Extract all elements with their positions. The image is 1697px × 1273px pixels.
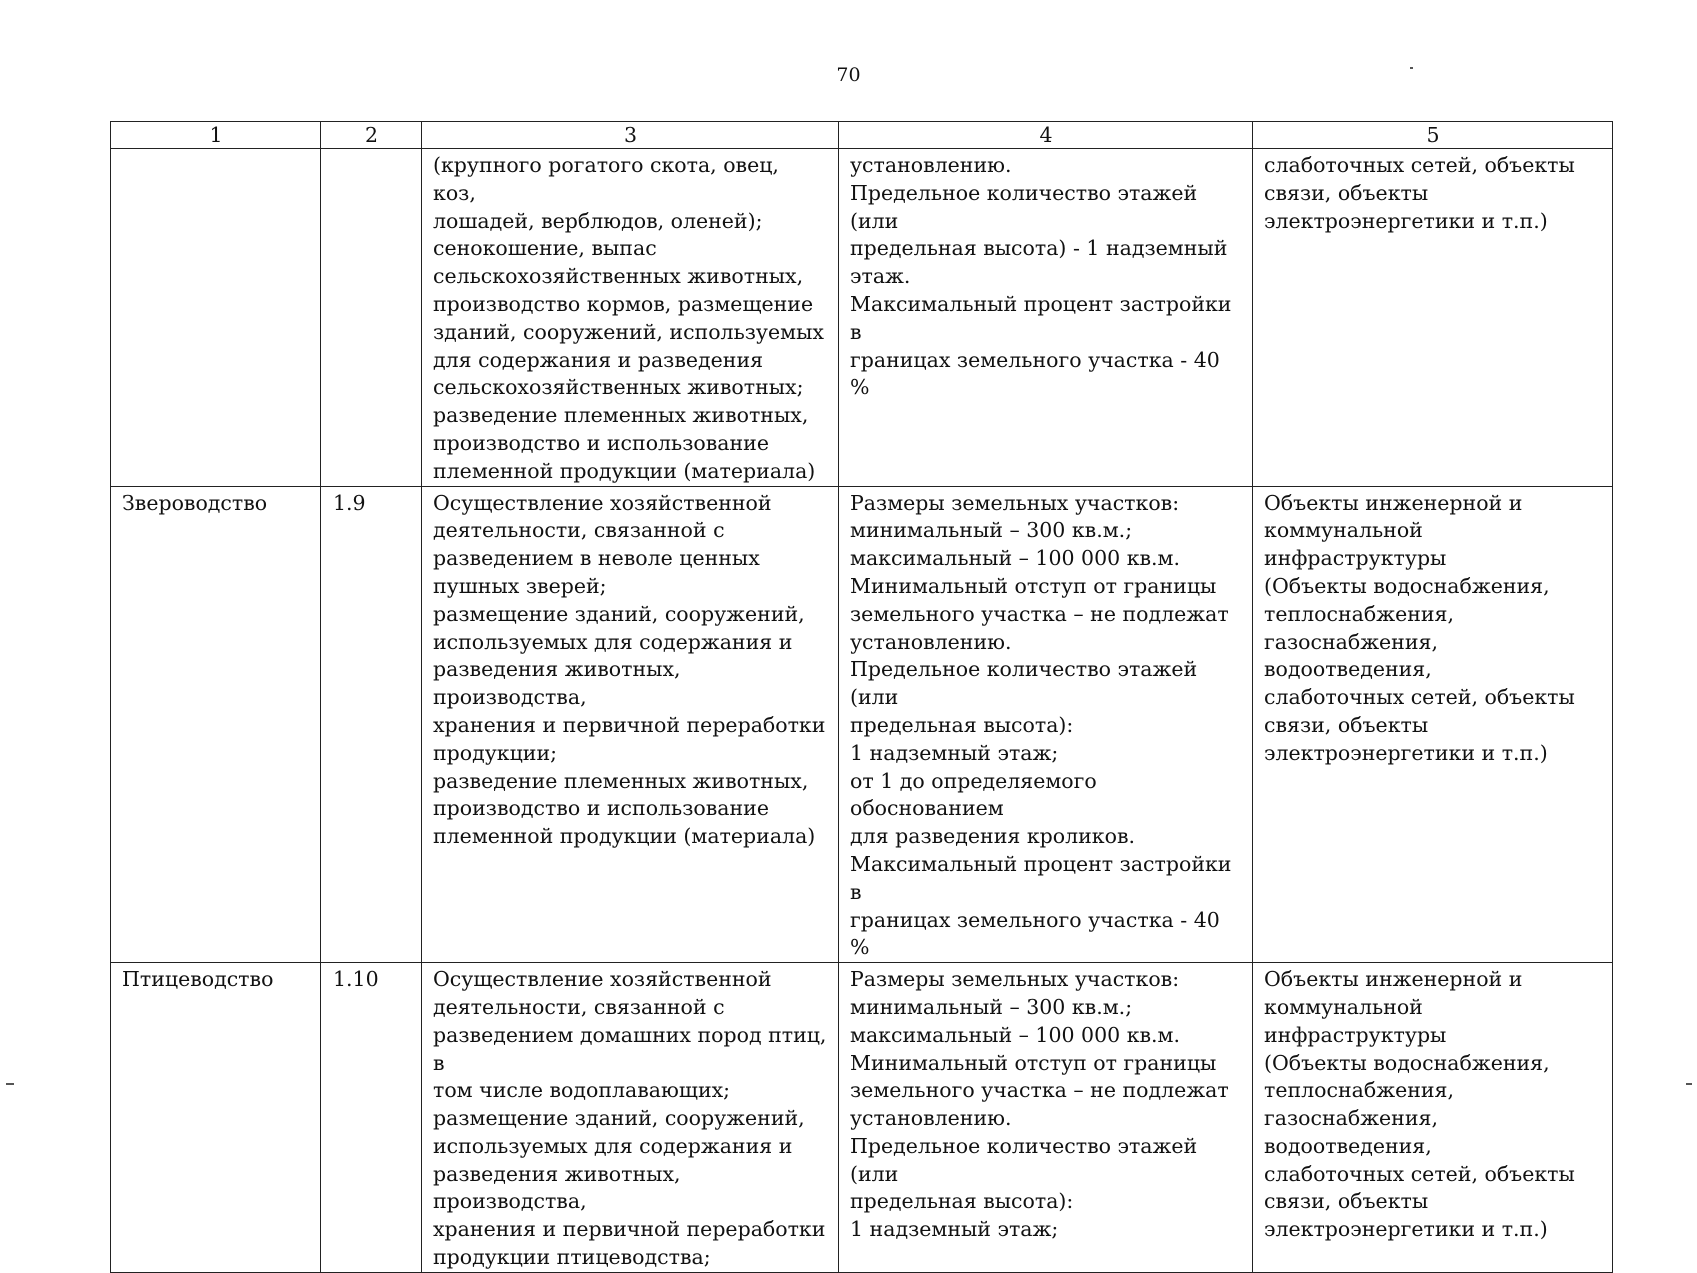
column-header-2: 2 [321,122,422,149]
use-name-cell [111,149,321,487]
scan-speck [1686,1083,1692,1085]
header-row [111,122,1613,149]
use-name-cell: Птицеводство [111,963,321,1273]
use-code-cell: 1.9 [321,486,422,963]
table-row [111,963,1613,1273]
page-number: 70 [836,64,861,86]
parameters-cell: установлению. Предельное количество этажей (или предельная высота) - 1 надземный этаж. Максимальный процент застройки в границах земельного участка - 40 % [839,149,1253,487]
table-row [111,486,1613,963]
column-header-3: 3 [422,122,839,149]
parameters-cell: Размеры земельных участков: минимальный – 300 кв.м.; максимальный – 100 000 кв.м. Минимальный отступ от границы земельного участка – не подлежат установлению. Предельное количество этажей (или предельная высота): 1 надземный этаж; [839,963,1253,1273]
use-description-cell: Осуществление хозяйственной деятельности, связанной с разведением домашних пород птиц, в том числе водоплавающих; размещение зданий, сооружений, используемых для содержания и разведения животных, производства, хранения и первичной переработки продукции птицеводства; [422,963,839,1273]
use-code-cell [321,149,422,487]
column-header-5: 5 [1253,122,1613,149]
auxiliary-objects-cell: Объекты инженерной и коммунальной инфраструктуры (Объекты водоснабжения, теплоснабжения, газоснабжения, водоотведения, слаботочных сетей, объекты связи, объекты электроэнергетики и т.п.) [1253,486,1613,963]
auxiliary-objects-cell: Объекты инженерной и коммунальной инфраструктуры (Объекты водоснабжения, теплоснабжения, газоснабжения, водоотведения, слаботочных сетей, объекты связи, объекты электроэнергетики и т.п.) [1253,963,1613,1273]
column-header-1: 1 [111,122,321,149]
scan-speck [1410,67,1413,69]
use-description-cell: (крупного рогатого скота, овец, коз, лошадей, верблюдов, оленей); сенокошение, выпас сельскохозяйственных животных, производство кормов, размещение зданий, сооружений, используемых для содержания и разведения сельскохозяйственных животных; разведение племенных животных, производство и использование племенной продукции (материала) [422,149,839,487]
column-header-4: 4 [839,122,1253,149]
scan-speck [6,1083,14,1085]
use-name-cell: Звероводство [111,486,321,963]
use-description-cell: Осуществление хозяйственной деятельности, связанной с разведением в неволе ценных пушных зверей; размещение зданий, сооружений, используемых для содержания и разведения животных, производства, хранения и первичной переработки продукции; разведение племенных животных, производство и использование племенной продукции (материала) [422,486,839,963]
table-row [111,149,1613,487]
use-code-cell: 1.10 [321,963,422,1273]
land-use-table [110,121,1613,1273]
auxiliary-objects-cell: слаботочных сетей, объекты связи, объекты электроэнергетики и т.п.) [1253,149,1613,487]
parameters-cell: Размеры земельных участков: минимальный – 300 кв.м.; максимальный – 100 000 кв.м. Минимальный отступ от границы земельного участка – не подлежат установлению. Предельное количество этажей (или предельная высота): 1 надземный этаж; от 1 до определяемого обоснованием для разведения кроликов. Максимальный процент застройки в границах земельного участка - 40 % [839,486,1253,963]
